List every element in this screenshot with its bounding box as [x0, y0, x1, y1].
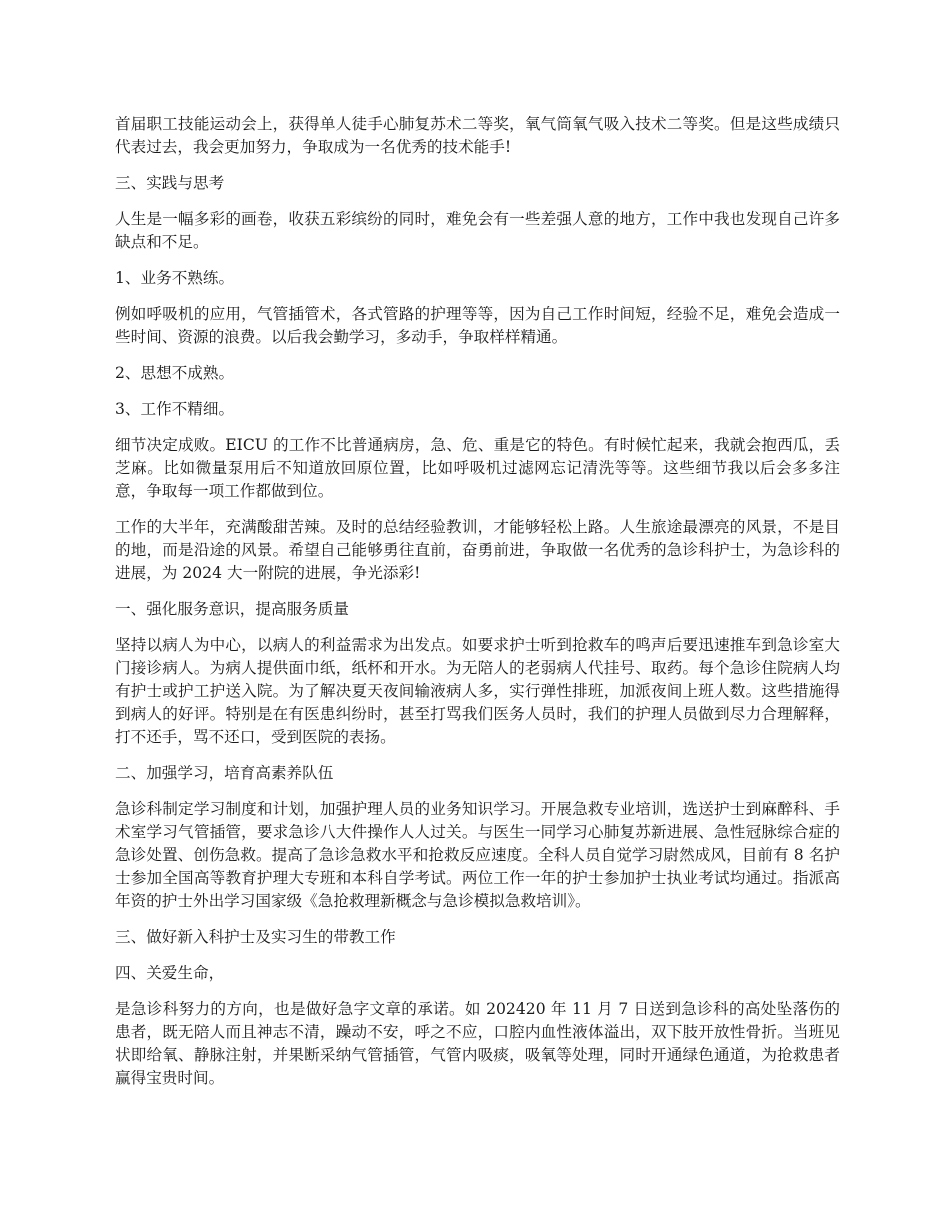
- item-business-unskilled: 1、业务不熟练。: [115, 269, 235, 287]
- heading-care-for-life: 四、关爱生命，: [115, 964, 225, 982]
- paragraph-details-decide: 细节决定成败。EICU 的工作不比普通病房，急、危、重是它的特色。有时候忙起来，我就会抱西瓜，丢芝麻。比如微量泵用后不知道放回原位置，比如呼吸机过滤网忘记清洗等等。这些细节我以后会多多注意，争取每一项工作都做到位。: [115, 436, 840, 500]
- item-work-not-fine: 3、工作不精细。: [115, 400, 235, 418]
- paragraph-life-picture: 人生是一幅多彩的画卷，收获五彩缤纷的同时，难免会有一些差强人意的地方，工作中我也发现自己许多缺点和不足。: [115, 210, 840, 251]
- item-thinking-immature: 2、思想不成熟。: [115, 364, 235, 382]
- heading-strengthen-learning: 二、加强学习，培育高素养队伍: [115, 764, 334, 782]
- paragraph-half-year-work: 工作的大半年，充满酸甜苦辣。及时的总结经验教训，才能够轻松上路。人生旅途最漂亮的风景，不是目的地，而是沿途的风景。希望自己能够勇往直前，奋勇前进，争取做一名优秀的急诊科护士，为急诊科的进展，为 2024 大一附院的进展，争光添彩!: [115, 518, 840, 582]
- paragraph-learning-system: 急诊科制定学习制度和计划，加强护理人员的业务知识学习。开展急救专业培训，选送护士到麻醉科、手术室学习气管插管，要求急诊八大件操作人人过关。与医生一同学习心肺复苏新进展、急性冠脉综合症的急诊处置、创伤急救。提高了急诊急救水平和抢救反应速度。全科人员自觉学习尉然成风，目前有 8 名护士参加全国高等教育护理大专班和本科自学考试。两位工作一年的护士参加护士执业考试均通过。指派高年资的护士外出学习国家级《急抢救理新概念与急诊模拟急救培训》。: [115, 800, 840, 910]
- paragraph-patient-centered: 坚持以病人为中心，以病人的利益需求为出发点。如要求护士听到抢救车的鸣声后要迅速推车到急诊室大门接诊病人。为病人提供面巾纸，纸杯和开水。为无陪人的老弱病人代挂号、取药。每个急诊住院病人均有护士或护工护送入院。为了解决夏天夜间输液病人多，实行弹性排班，加派夜间上班人数。这些措施得到病人的好评。特别是在有医患纠纷时，甚至打骂我们医务人员时，我们的护理人员做到尽力合理解释，打不还手，骂不还口，受到医院的表扬。: [115, 636, 840, 746]
- paragraph-emergency-case: 是急诊科努力的方向，也是做好急字文章的承诺。如 202420 年 11 月 7 日送到急诊科的高处坠落伤的患者，既无陪人而且神志不清，躁动不安，呼之不应，口腔内血性液体溢出，双下肢开放性骨折。当班见状即给氧、静脉注射，并果断采纳气管插管，气管内吸痰，吸氧等处理，同时开通绿色通道，为抢救患者赢得宝贵时间。: [115, 1000, 840, 1087]
- heading-practice-reflection: 三、实践与思考: [115, 174, 225, 192]
- document-page: [115, 113, 840, 1103]
- paragraph-ventilator-example: 例如呼吸机的应用，气管插管术，各式管路的护理等等，因为自己工作时间短，经验不足，难免会造成一些时间、资源的浪费。以后我会勤学习，多动手，争取样样精通。: [115, 305, 840, 346]
- heading-service-awareness: 一、强化服务意识，提高服务质量: [115, 600, 349, 618]
- heading-new-nurse-training: 三、做好新入科护士及实习生的带教工作: [115, 928, 396, 946]
- paragraph-intro-award: 首届职工技能运动会上，获得单人徒手心肺复苏术二等奖，氧气筒氧气吸入技术二等奖。但是这些成绩只代表过去，我会更加努力，争取成为一名优秀的技术能手!: [115, 115, 840, 156]
